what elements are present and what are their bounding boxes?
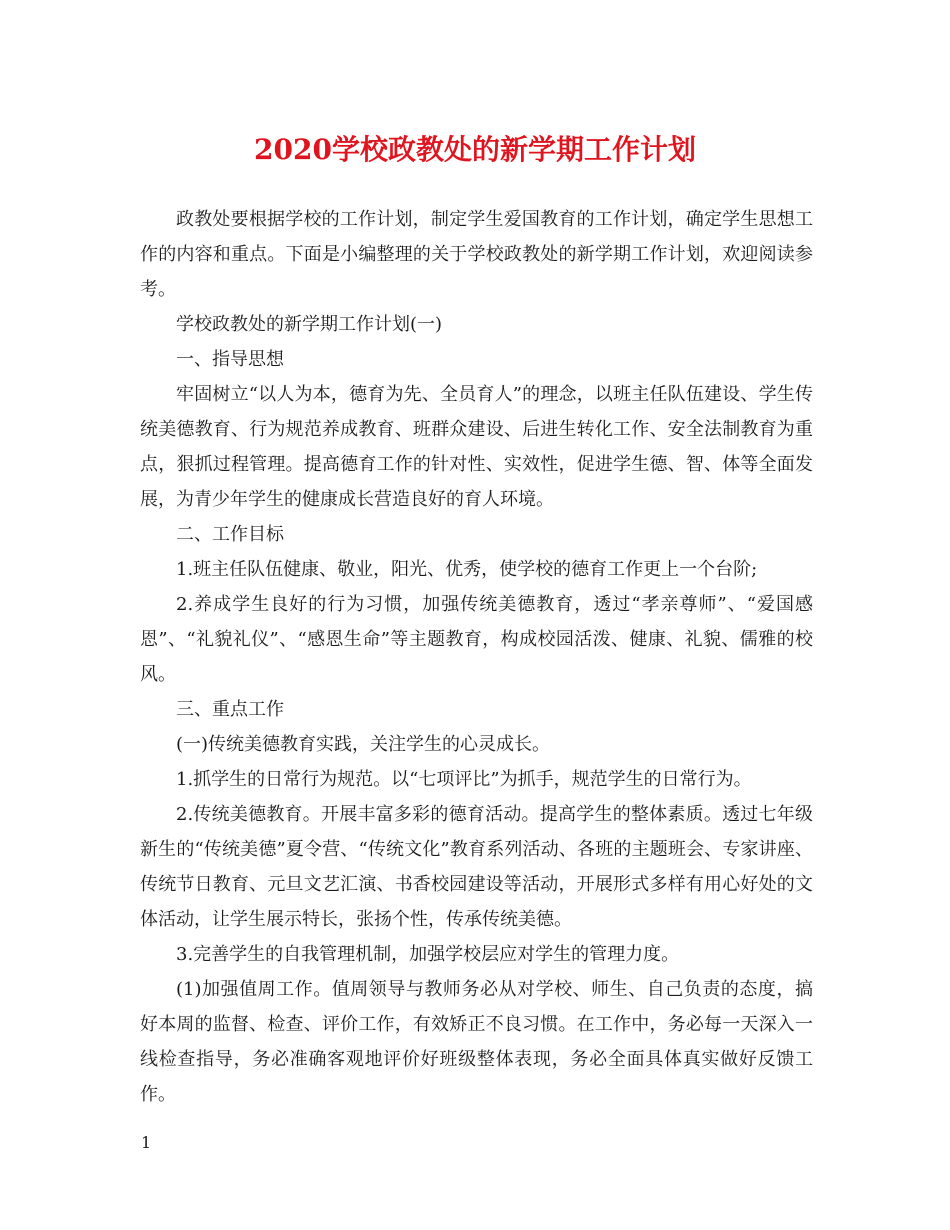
section-heading-guiding-thought: 一、指导思想 (176, 349, 284, 370)
paragraph-key-work-1-2: 2.传统美德教育。开展丰富多彩的德育活动。提高学生的整体素质。透过七年级新生的“传统美德”夏令营、“传统文化”教育系列活动、各班的主题班会、专家讲座、传统节日教育、元旦文艺汇演、书香校园建设等活动，开展形式多样有用心好处的文体活动，让学生展示特长，张扬个性，传承传统美德。 (140, 804, 813, 930)
paragraph-key-work-1-3-1: (1)加强值周工作。值周领导与教师务必从对学校、师生、自己负责的态度，搞好本周的监督、检查、评价工作，有效矫正不良习惯。在工作中，务必每一天深入一线检查指导，务必准确客观地评价好班级整体表现，务必全面具体真实做好反馈工作。 (140, 979, 813, 1105)
paragraph-intro: 政教处要根据学校的工作计划，制定学生爱国教育的工作计划，确定学生思想工作的内容和重点。下面是小编整理的关于学校政教处的新学期工作计划，欢迎阅读参考。 (140, 209, 813, 300)
paragraph-key-work-1: (一)传统美德教育实践，关注学生的心灵成长。 (176, 734, 551, 755)
document-body (140, 202, 813, 1112)
paragraph-goal-2: 2.养成学生良好的行为习惯，加强传统美德教育，透过“孝亲尊师”、“爱国感恩”、“礼貌礼仪”、“感恩生命”等主题教育，构成校园活泼、健康、礼貌、儒雅的校风。 (140, 594, 813, 685)
paragraph-subtitle: 学校政教处的新学期工作计划(一) (176, 314, 443, 335)
paragraph-goal-1: 1.班主任队伍健康、敬业，阳光、优秀，使学校的德育工作更上一个台阶; (176, 559, 758, 580)
paragraph-key-work-1-1: 1.抓学生的日常行为规范。以“七项评比”为抓手，规范学生的日常行为。 (176, 769, 752, 790)
section-heading-work-goals: 二、工作目标 (176, 524, 284, 545)
paragraph-guiding-thought: 牢固树立“以人为本，德育为先、全员育人”的理念，以班主任队伍建设、学生传统美德教育、行为规范养成教育、班群众建设、后进生转化工作、安全法制教育为重点，狠抓过程管理。提高德育工作的针对性、实效性，促进学生德、智、体等全面发展，为青少年学生的健康成长营造良好的育人环境。 (140, 384, 813, 510)
document-title: 2020学校政教处的新学期工作计划 (254, 133, 696, 166)
paragraph-key-work-1-3: 3.完善学生的自我管理机制，加强学校层应对学生的管理力度。 (176, 944, 680, 965)
section-heading-key-work: 三、重点工作 (176, 699, 284, 720)
page-number: 1 (141, 1133, 152, 1152)
